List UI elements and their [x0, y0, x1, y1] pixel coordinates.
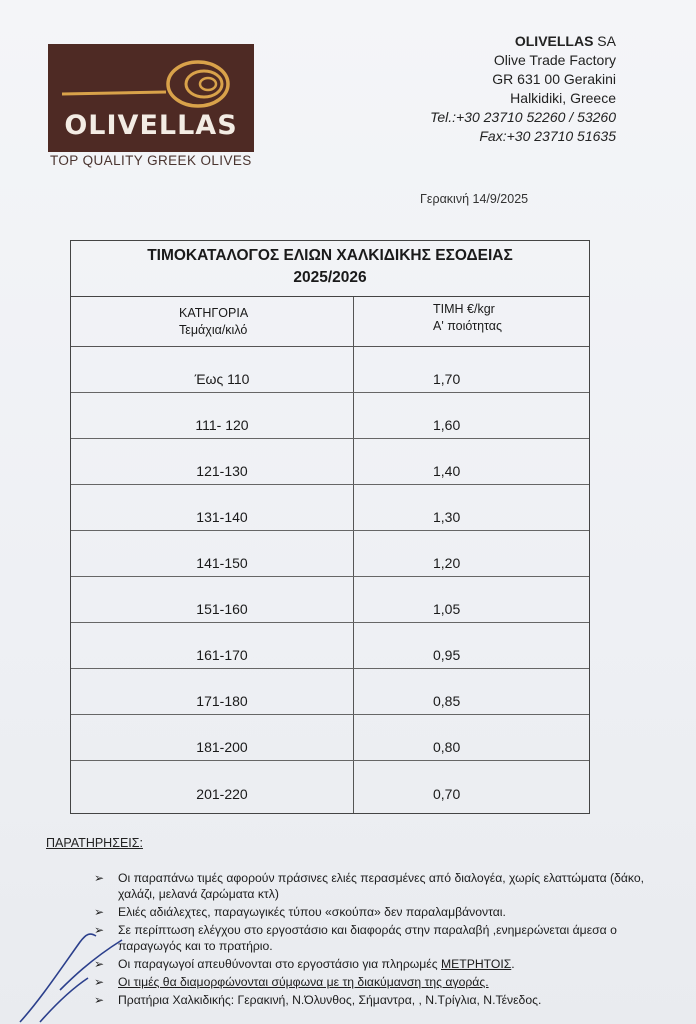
- table-row: [71, 761, 589, 807]
- fax: Fax:+30 23710 51635: [479, 128, 616, 144]
- row-price: 0,70: [433, 786, 461, 802]
- note-text: Οι παραγωγοί απευθύνονται στο εργοστάσιο για πληρωμές: [118, 957, 441, 971]
- row-price: 1,05: [433, 601, 461, 617]
- note-text: Οι τιμές θα διαμορφώνονται σύμφωνα με τη διακύμανση της αγοράς.: [118, 975, 489, 989]
- arrow-bullet-icon: ➢: [94, 871, 105, 885]
- row-price: 0,80: [433, 739, 461, 755]
- arrow-bullet-icon: ➢: [94, 923, 105, 937]
- note-text: Οι παραπάνω τιμές αφορούν πράσινες ελιές περασμένες από διαλογέα, χωρίς ελαττώματα (δάκο, χαλάζι, μελανά ζαρώματα κτλ): [118, 871, 645, 901]
- logo-wordmark: OLIVELLAS: [64, 110, 238, 141]
- telephone: Tel.:+30 23710 52260 / 53260: [430, 109, 616, 125]
- table-row: [71, 669, 589, 715]
- company-name: [430, 32, 616, 51]
- document-date: Γερακινή 14/9/2025: [420, 192, 529, 206]
- notes-list: [94, 870, 654, 1010]
- note-item: [94, 870, 654, 902]
- table-row: [71, 715, 589, 761]
- row-category: 111- 120: [195, 417, 249, 433]
- table-row: [71, 531, 589, 577]
- company-suffix: SA: [593, 33, 616, 49]
- header-category-unit: Τεμάχια/κιλό: [179, 323, 248, 337]
- note-text: Σε περίπτωση ελέγχου στο εργοστάσιο και διαφοράς στην παραλαβή ,ενημερώνεται άμεσα ο παραγωγός και το πρατήριο.: [118, 923, 617, 953]
- address-line-2: GR 631 00 Gerakini: [492, 71, 616, 87]
- row-price: 1,70: [433, 371, 461, 387]
- arrow-bullet-icon: ➢: [94, 993, 105, 1007]
- note-item: [94, 922, 654, 954]
- row-price: 1,20: [433, 555, 461, 571]
- company-name-text: OLIVELLAS: [514, 33, 594, 49]
- row-category: 171-180: [196, 693, 248, 709]
- row-category: 121-130: [196, 463, 248, 479]
- table-title-line-1: ΤΙΜΟΚΑΤΑΛΟΓΟΣ ΕΛΙΩΝ ΧΑΛΚΙΔΙΚΗΣ ΕΣΟΔΕΙΑΣ: [147, 247, 513, 264]
- row-price: 1,40: [433, 463, 461, 479]
- row-category: 151-160: [196, 601, 248, 617]
- row-category: 181-200: [196, 739, 248, 755]
- row-category: 141-150: [196, 555, 248, 571]
- header-category: [179, 305, 248, 339]
- table-row: [71, 393, 589, 439]
- row-category: 131-140: [196, 509, 248, 525]
- arrow-bullet-icon: ➢: [94, 905, 105, 919]
- table-row: [71, 623, 589, 669]
- table-row: [71, 439, 589, 485]
- row-price: 0,95: [433, 647, 461, 663]
- address-line-3: Halkidiki, Greece: [510, 90, 616, 106]
- company-logo: [48, 44, 254, 152]
- row-price: 0,85: [433, 693, 461, 709]
- row-category: Έως 110: [194, 371, 250, 387]
- table-row: [71, 577, 589, 623]
- arrow-bullet-icon: ➢: [94, 957, 105, 971]
- row-category: 161-170: [196, 647, 248, 663]
- header-price-quality: Α' ποιότητας: [433, 319, 503, 333]
- price-table: [70, 240, 590, 814]
- note-end: .: [511, 957, 515, 971]
- logo-tagline: TOP QUALITY GREEK OLIVES: [50, 153, 252, 168]
- table-row: [71, 347, 589, 393]
- row-price: 1,30: [433, 509, 461, 525]
- table-title: [71, 241, 589, 297]
- note-item: [94, 904, 654, 920]
- table-title-line-2: 2025/2026: [293, 269, 367, 286]
- note-item: [94, 956, 654, 972]
- signature-scribble: [0, 930, 130, 1024]
- note-text: Πρατήρια Χαλκιδικής: Γερακινή, Ν.Όλυνθος, Σήμαντρα, , Ν.Τρίγλια, Ν.Τένεδος.: [118, 993, 542, 1007]
- row-category: 201-220: [196, 786, 248, 802]
- table-row: [71, 485, 589, 531]
- note-item: [94, 974, 654, 990]
- header-category-label: ΚΑΤΗΓΟΡΙΑ: [179, 306, 249, 320]
- arrow-bullet-icon: ➢: [94, 975, 105, 989]
- address-line-1: Olive Trade Factory: [493, 52, 616, 68]
- company-address: [430, 32, 616, 146]
- table-header-row: [71, 297, 589, 347]
- header-price: [433, 301, 502, 335]
- notes-title: ΠΑΡΑΤΗΡΗΣΕΙΣ:: [46, 836, 143, 850]
- header-price-label: ΤΙΜΗ €/kgr: [433, 302, 495, 316]
- note-text: Ελιές αδιάλεχτες, παραγωγικές τύπου «σκούπα» δεν παραλαμβάνονται.: [118, 905, 506, 919]
- row-price: 1,60: [433, 417, 461, 433]
- payment-method: ΜΕΤΡΗΤΟΙΣ: [441, 957, 512, 971]
- note-item: [94, 992, 654, 1008]
